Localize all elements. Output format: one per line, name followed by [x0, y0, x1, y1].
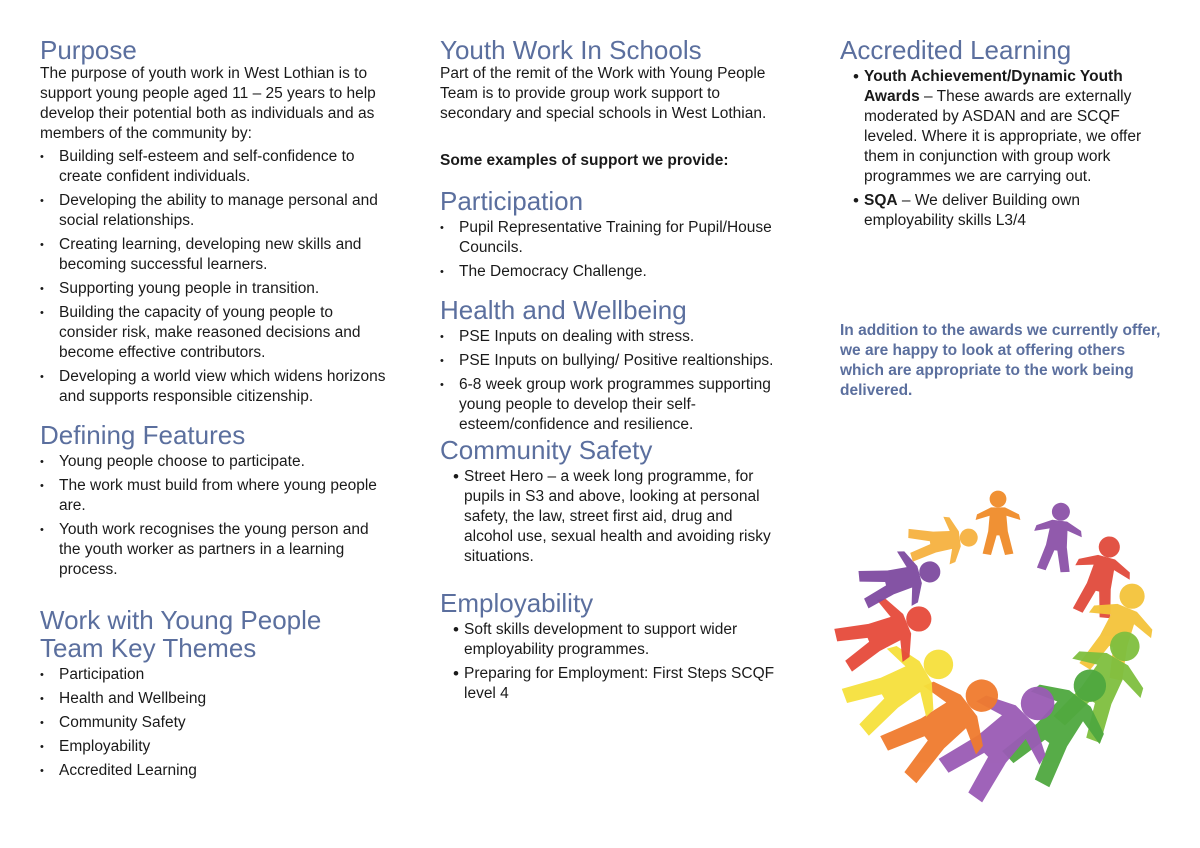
key-themes-heading-line1: Work with Young People [40, 605, 322, 635]
list-item: • Developing the ability to manage personal and social relationships. [40, 191, 390, 231]
list-item: • Building self-esteem and self-confidence to create confident individuals. [40, 147, 390, 187]
health-wellbeing-list [440, 327, 785, 435]
list-item [840, 67, 1170, 187]
youth-work-schools-heading: Youth Work In Schools [440, 35, 702, 65]
column-middle [440, 36, 785, 708]
list-item: • Supporting young people in transition. [40, 279, 390, 299]
employability-list [440, 620, 785, 704]
list-item: • Employability [40, 737, 390, 757]
list-item: • 6-8 week group work programmes supporting young people to develop their self-esteem/confidence and resilience. [440, 375, 785, 435]
award-name: SQA [864, 192, 898, 209]
column-right [840, 36, 1170, 401]
award-description: – These awards are externally moderated by ASDAN and are SCQF leveled. Where it is appropriate, we offer them in conjunction with group work programmes we are carrying out. [864, 88, 1142, 185]
participation-heading: Participation [440, 186, 584, 216]
list-item: • Building the capacity of young people to consider risk, make reasoned decisions and become effective contributors. [40, 303, 390, 363]
paper-person-figure [906, 513, 981, 570]
award-description: – We deliver Building own employability skills L3/4 [864, 192, 1080, 229]
paper-people-group [828, 491, 1168, 815]
employability-heading: Employability [440, 588, 594, 618]
examples-label: Some examples of support we provide: [440, 152, 729, 169]
list-item: • The work must build from where young people are. [40, 476, 390, 516]
list-item: • Health and Wellbeing [40, 689, 390, 709]
list-item: • Developing a world view which widens horizons and supports responsible citizenship. [40, 367, 390, 407]
purpose-heading: Purpose [40, 35, 137, 65]
additional-awards-note: In addition to the awards we currently offer, we are happy to look at offering others which are appropriate to the work being delivered. [840, 322, 1161, 399]
list-item: • Soft skills development to support wider employability programmes. [440, 620, 785, 660]
list-item: • Accredited Learning [40, 761, 390, 781]
column-left [40, 36, 390, 785]
list-item: • PSE Inputs on dealing with stress. [440, 327, 785, 347]
accredited-learning-list [840, 67, 1170, 231]
list-item: • PSE Inputs on bullying/ Positive realtionships. [440, 351, 785, 371]
list-item: • Pupil Representative Training for Pupil/House Councils. [440, 218, 785, 258]
community-safety-heading: Community Safety [440, 435, 653, 465]
list-item: • Creating learning, developing new skills and becoming successful learners. [40, 235, 390, 275]
list-item: • The Democracy Challenge. [440, 262, 785, 282]
purpose-list [40, 147, 390, 407]
award-name: Youth Achievement/Dynamic Youth Awards [864, 68, 1123, 105]
key-themes-heading-line2: Team Key Themes [40, 633, 257, 663]
list-item: • Preparing for Employment: First Steps SCQF level 4 [440, 664, 785, 704]
health-wellbeing-heading: Health and Wellbeing [440, 295, 687, 325]
defining-features-heading: Defining Features [40, 420, 246, 450]
purpose-intro: The purpose of youth work in West Lothian is to support young people aged 11 – 25 years to help develop their potential both as individuals and as members of the community by: [40, 65, 376, 142]
list-item: • Young people choose to participate. [40, 452, 390, 472]
community-safety-list [440, 467, 785, 567]
list-item: • Street Hero – a week long programme, for pupils in S3 and above, looking at personal safety, the law, street first aid, drug and alcohol use, sexual health and avoiding risky situations. [440, 467, 785, 567]
accredited-learning-heading: Accredited Learning [840, 35, 1072, 65]
key-themes-list [40, 665, 390, 781]
paper-person-figure [976, 491, 1021, 555]
list-item: • Participation [40, 665, 390, 685]
defining-features-list [40, 452, 390, 580]
list-item: • Youth work recognises the young person and the youth worker as partners in a learning process. [40, 520, 390, 580]
key-themes-heading [40, 606, 390, 662]
youth-work-schools-intro: Part of the remit of the Work with Young People Team is to provide group work support to secondary and special schools in West Lothian. [440, 65, 767, 122]
paper-people-ring-illustration [826, 465, 1170, 820]
list-item [840, 191, 1170, 231]
list-item: • Community Safety [40, 713, 390, 733]
participation-list [440, 218, 785, 282]
